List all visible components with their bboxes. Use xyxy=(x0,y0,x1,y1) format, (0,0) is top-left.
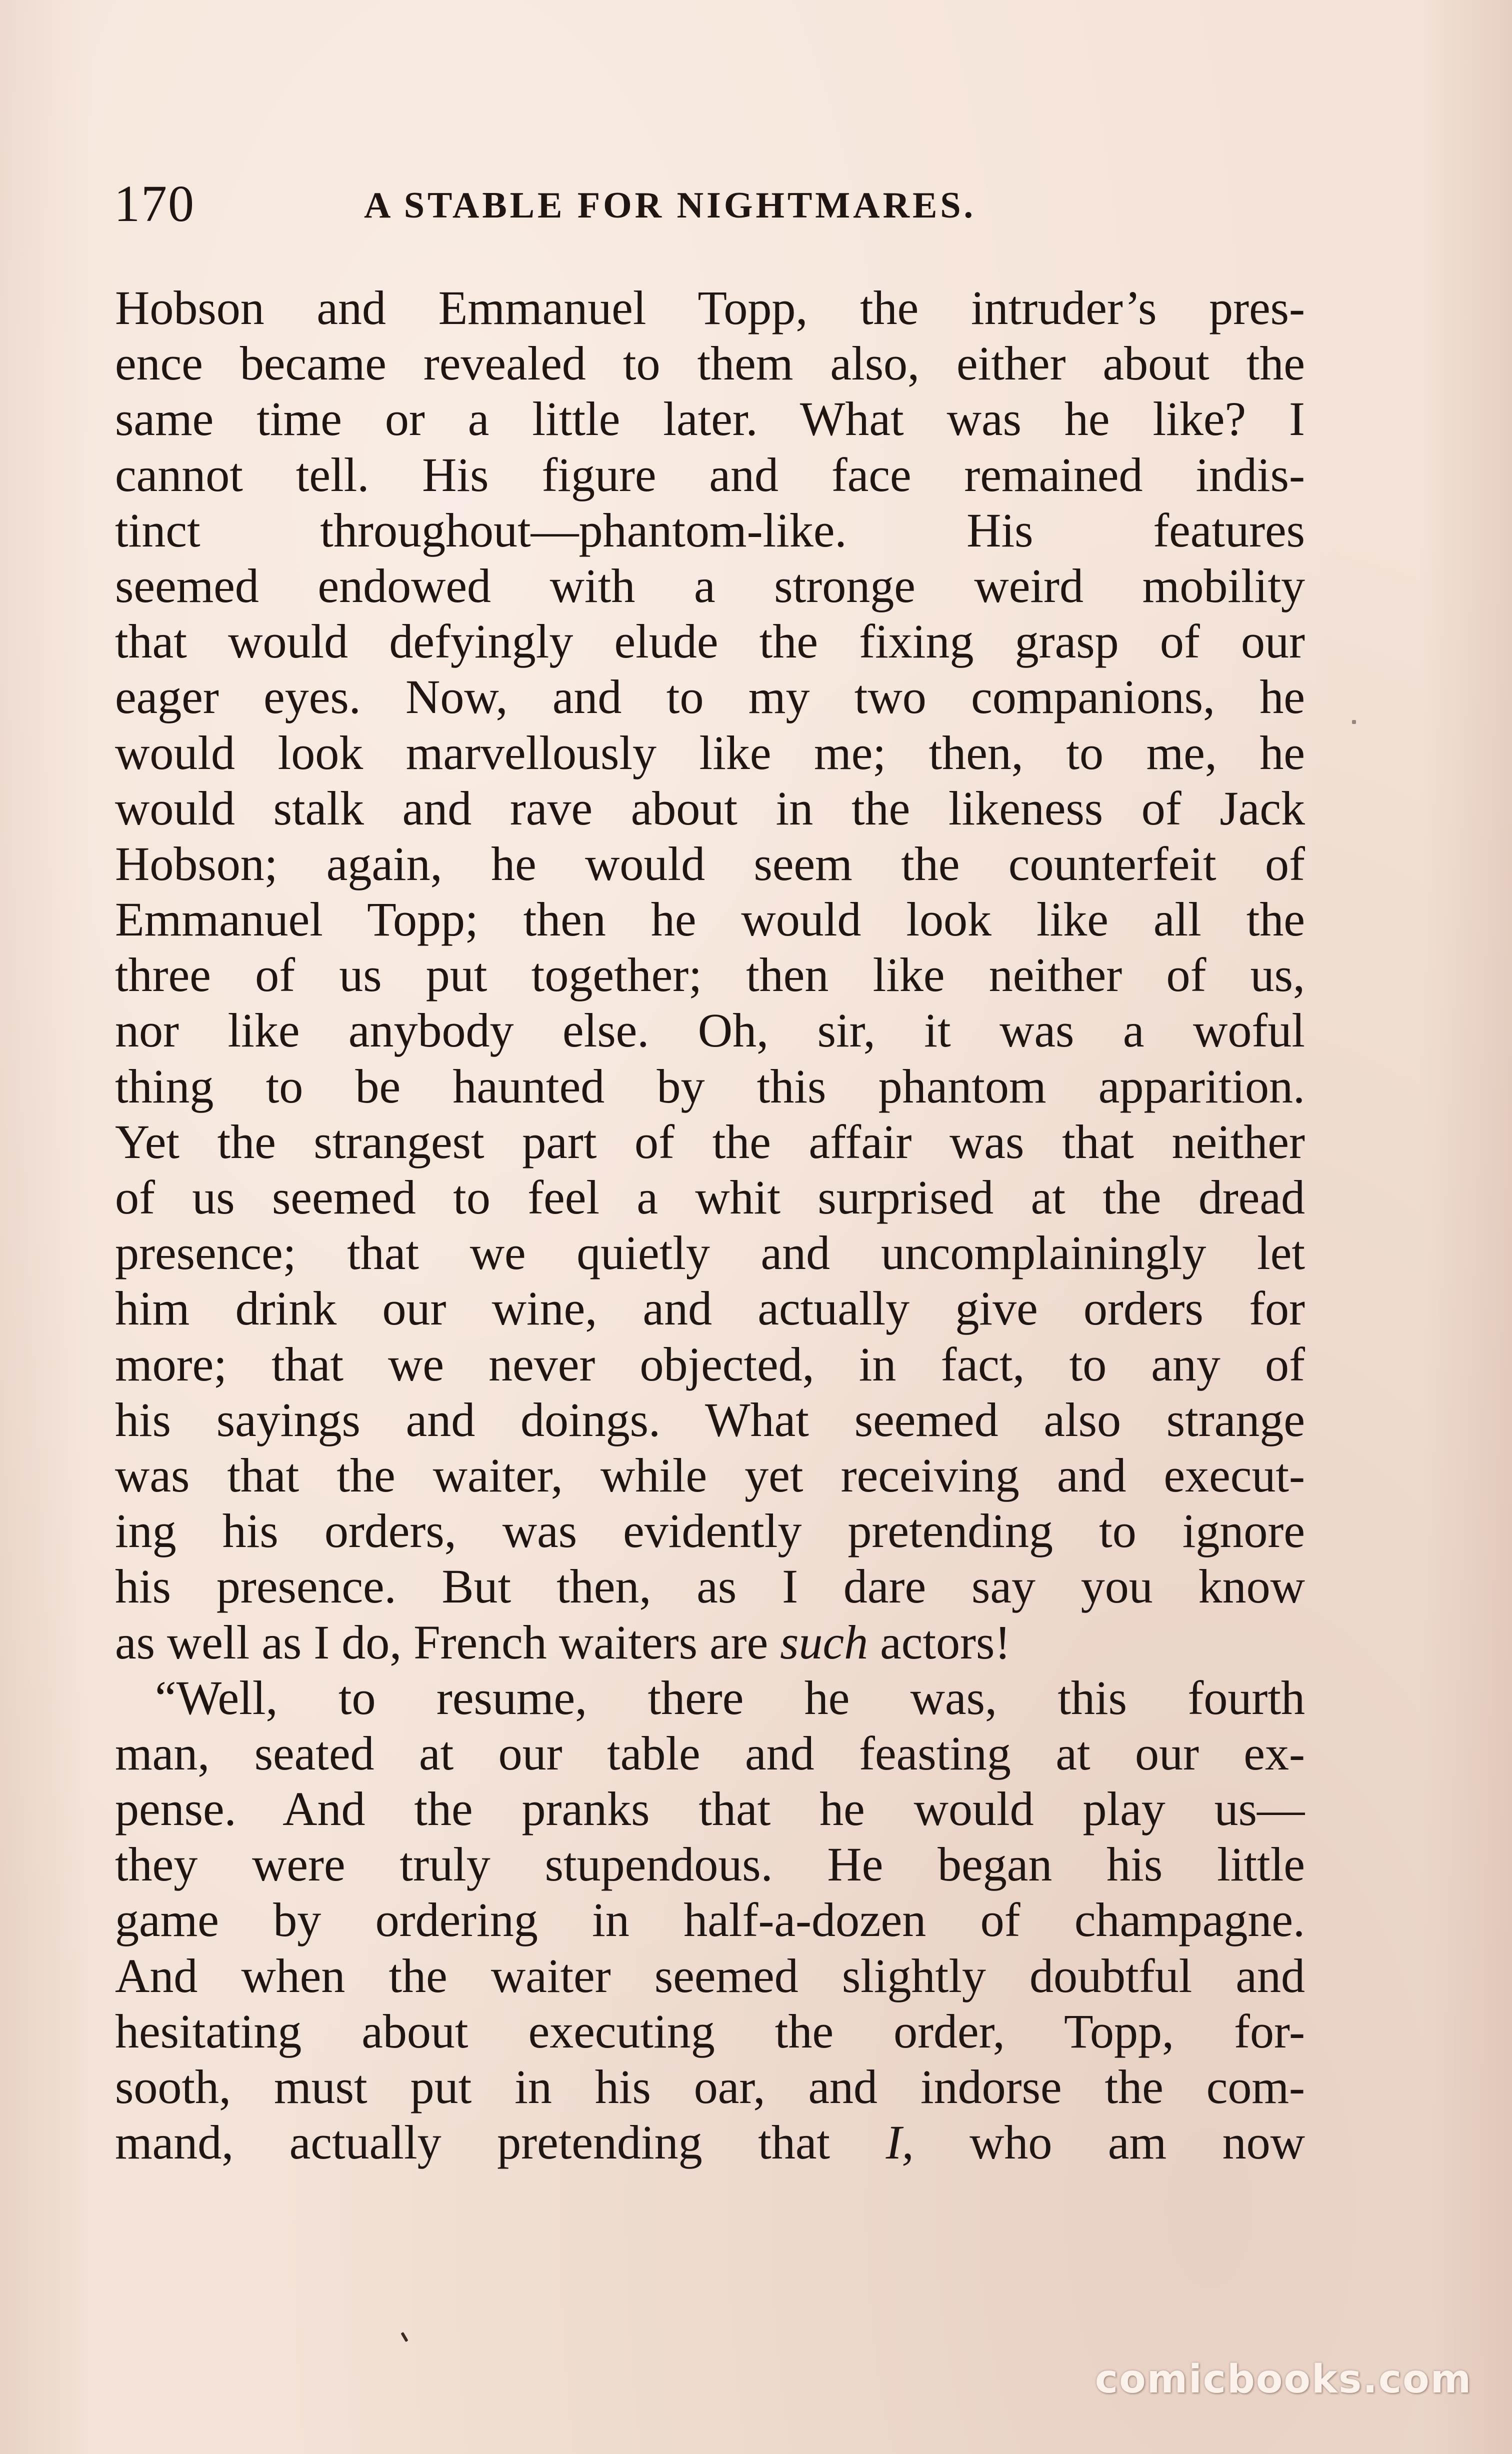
text-line: eager eyes. Now, and to my two companions, he xyxy=(115,670,1305,724)
text-line: Hobson and Emmanuel Topp, the intruder’s pres- xyxy=(115,281,1305,334)
running-title: A STABLE FOR NIGHTMARES. xyxy=(364,185,976,226)
italic-word: I, xyxy=(886,2116,914,2170)
text-line: nor like anybody else. Oh, sir, it was a woful xyxy=(115,1004,1305,1058)
text-line: seemed endowed with a stronge weird mobility xyxy=(115,558,1305,612)
running-head xyxy=(114,174,1314,249)
text-line: Emmanuel Topp; then he would look like all the xyxy=(115,892,1305,946)
text-line: him drink our wine, and actually give orders for xyxy=(115,1282,1305,1336)
text-line: they were truly stupendous. He began his little xyxy=(115,1838,1305,1892)
text-line: Yet the strangest part of the affair was that neither xyxy=(115,1114,1305,1168)
text-line: ence became revealed to them also, either about the xyxy=(115,336,1305,390)
text-span: as well as I do, French waiters are xyxy=(115,1615,780,1669)
ink-speck xyxy=(1352,720,1356,724)
watermark: comicbooks.com xyxy=(1094,2357,1472,2402)
text-line xyxy=(115,2114,1305,2170)
text-line: thing to be haunted by this phantom apparition. xyxy=(115,1059,1305,1113)
text-line: sooth, must put in his oar, and indorse the com- xyxy=(115,2060,1305,2114)
text-line: more; that we never objected, in fact, to any of xyxy=(115,1337,1305,1391)
text-line-paragraph-start: “Well, to resume, there he was, this fourth xyxy=(155,1670,1305,1724)
text-line: game by ordering in half-a-dozen of champagne. xyxy=(115,1893,1305,1947)
text-span: actors! xyxy=(868,1615,1011,1669)
text-line: cannot tell. His figure and face remained indis- xyxy=(115,448,1305,502)
text-line: pense. And the pranks that he would play us— xyxy=(115,1782,1305,1836)
text-span: who am now xyxy=(914,2116,1305,2170)
ink-speck xyxy=(400,2332,408,2342)
italic-word: such xyxy=(780,1615,868,1669)
text-line: Hobson; again, he would seem the counterfeit of xyxy=(115,836,1305,890)
text-line: that would defyingly elude the fixing grasp of our xyxy=(115,614,1305,668)
text-line: his presence. But then, as I dare say you know xyxy=(115,1560,1305,1614)
text-line: And when the waiter seemed slightly doubtful and xyxy=(115,1948,1305,2002)
text-line: hesitating about executing the order, Topp, for- xyxy=(115,2004,1305,2058)
text-line: three of us put together; then like neither of us, xyxy=(115,948,1305,1002)
text-line-paragraph-end xyxy=(115,1614,1305,1670)
text-span: mand, actually pretending that xyxy=(115,2116,886,2170)
text-line: of us seemed to feel a whit surprised at the dread xyxy=(115,1170,1305,1224)
text-line: his sayings and doings. What seemed also strange xyxy=(115,1392,1305,1446)
text-line: same time or a little later. What was he like? I xyxy=(115,392,1305,446)
text-line: was that the waiter, while yet receiving and execut- xyxy=(115,1448,1305,1502)
text-line: ing his orders, was evidently pretending to ignore xyxy=(115,1504,1305,1558)
body-text xyxy=(115,280,1305,2170)
text-line: man, seated at our table and feasting at our ex- xyxy=(115,1726,1305,1780)
page-number: 170 xyxy=(114,175,195,232)
text-line: tinct throughout—phantom-like. His features xyxy=(115,503,1305,557)
text-line: would stalk and rave about in the likeness of Jack xyxy=(115,781,1305,835)
text-line: would look marvellously like me; then, to me, he xyxy=(115,726,1305,780)
text-line: presence; that we quietly and uncomplainingly let xyxy=(115,1226,1305,1280)
